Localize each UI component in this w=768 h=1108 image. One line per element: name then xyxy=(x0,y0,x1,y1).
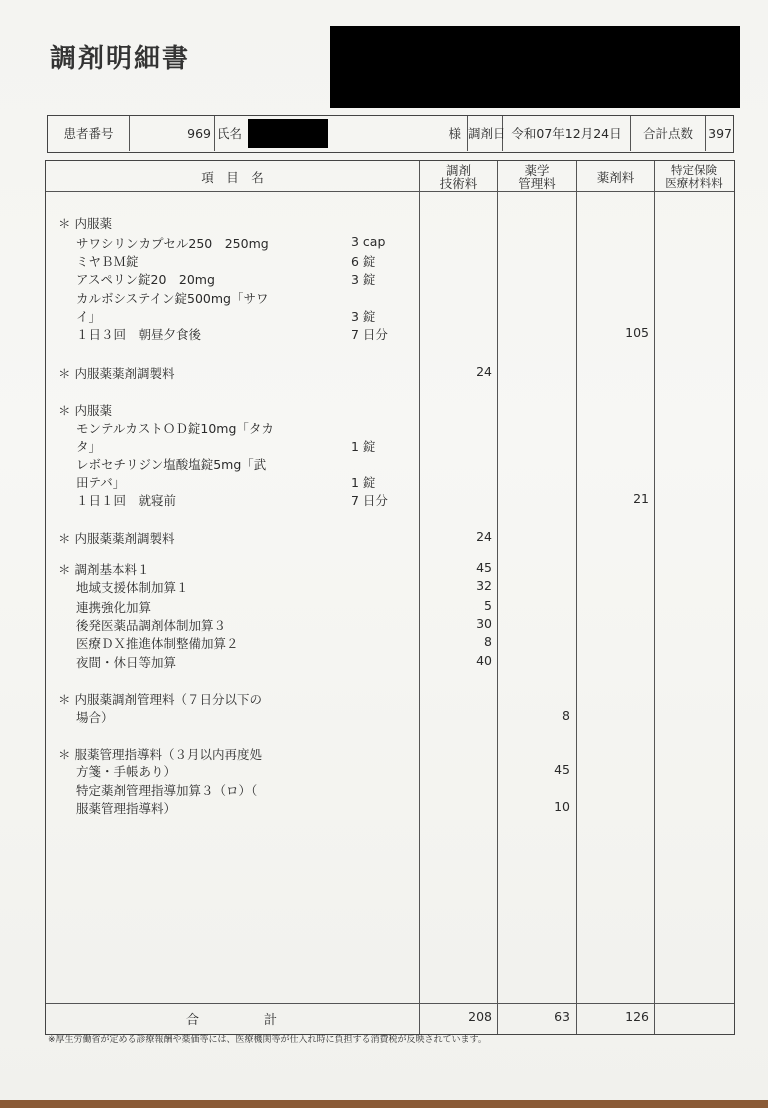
col-yakugaku: 薬学 管理料 xyxy=(518,163,556,191)
item-name: 服薬管理指導料） xyxy=(76,801,177,816)
amount-chozai: 24 xyxy=(476,529,492,544)
amount-yakuzai: 105 xyxy=(625,325,649,340)
item-name: アスペリン錠20 20mg xyxy=(76,272,215,287)
item-name: １日３回 朝昼夕食後 xyxy=(76,327,202,342)
amount-chozai: 45 xyxy=(476,560,492,575)
amount-chozai: 40 xyxy=(476,653,492,668)
item-quantity: 3 錠 xyxy=(351,272,376,287)
item-name: 田テバ」 xyxy=(76,475,126,490)
total-label: 合 計 xyxy=(186,1013,278,1028)
item-name: １日１回 就寝前 xyxy=(76,493,177,508)
item-name: ＊ 内服薬薬剤調製料 xyxy=(58,366,175,381)
total-points-label: 合計点数 xyxy=(631,116,706,151)
item-quantity: 1 錠 xyxy=(351,475,376,490)
total-yakugaku: 63 xyxy=(554,1009,570,1024)
item-quantity: 6 錠 xyxy=(351,254,376,269)
amount-yakugaku: 45 xyxy=(554,762,570,777)
amount-chozai: 8 xyxy=(484,634,492,649)
amount-chozai: 32 xyxy=(476,578,492,593)
item-quantity: 7 日分 xyxy=(351,493,388,508)
item-name: 特定薬剤管理指導加算３（ロ）（ xyxy=(76,783,258,798)
item-name: タ」 xyxy=(76,439,102,454)
item-name: 夜間・休日等加算 xyxy=(76,655,177,670)
document-title: 調剤明細書 xyxy=(50,44,191,74)
col-yakuzai: 薬剤料 xyxy=(596,170,635,185)
item-name: カルボシステイン錠500mg「サワ xyxy=(76,291,269,306)
total-points-value: 397 xyxy=(708,126,732,141)
col-item-name: 項 目 名 xyxy=(201,170,264,185)
patient-no-label: 患者番号 xyxy=(48,116,130,151)
patient-no-value: 969 xyxy=(130,116,215,151)
item-name: サワシリンカプセル250 250mg xyxy=(76,236,269,251)
item-name: ＊ 内服薬薬剤調製料 xyxy=(58,531,175,546)
item-name: ミヤＢＭ錠 xyxy=(76,254,139,269)
sama-label: 様 xyxy=(418,116,468,151)
item-name: 方箋・手帳あり） xyxy=(76,764,177,779)
name-label: 氏名 xyxy=(217,126,243,141)
item-name: ＊ 服薬管理指導料（３月以内再度処 xyxy=(58,747,262,762)
total-yakuzai: 126 xyxy=(625,1009,649,1024)
item-quantity: 1 錠 xyxy=(351,439,376,454)
item-name: レボセチリジン塩酸塩錠5mg「武 xyxy=(76,457,267,472)
item-quantity: 3 cap xyxy=(351,234,386,249)
item-name: 地域支援体制加算１ xyxy=(76,580,189,595)
amount-chozai: 30 xyxy=(476,616,492,631)
amount-yakuzai: 21 xyxy=(633,491,649,506)
item-name: ＊ 内服薬 xyxy=(58,403,112,418)
item-name: 医療ＤＸ推進体制整備加算２ xyxy=(76,636,239,651)
date-label: 調剤日 xyxy=(468,116,503,151)
item-name: ＊ 内服薬 xyxy=(58,216,112,231)
desk-surface xyxy=(0,1100,768,1108)
date-value: 令和07年12月24日 xyxy=(503,116,631,151)
amount-yakugaku: 8 xyxy=(562,708,570,723)
total-chozai: 208 xyxy=(468,1009,492,1024)
footnote: ※厚生労働省が定める診療報酬や薬価等には、医療機関等が仕入れ時に負担する消費税が反映されています。 xyxy=(48,1035,487,1045)
amount-chozai: 5 xyxy=(484,598,492,613)
col-chozai: 調剤 技術料 xyxy=(439,163,478,191)
amount-yakugaku: 10 xyxy=(554,799,570,814)
item-name: イ」 xyxy=(76,309,102,324)
item-name: 後発医薬品調剤体制加算３ xyxy=(76,618,227,633)
item-quantity: 7 日分 xyxy=(351,327,388,342)
item-name: 連携強化加算 xyxy=(76,600,152,615)
col-tokutei: 特定保険 医療材料料 xyxy=(665,163,723,190)
item-name: モンテルカストＯＤ錠10mg「タカ xyxy=(76,421,274,436)
amount-chozai: 24 xyxy=(476,364,492,379)
patient-header xyxy=(47,115,734,153)
detail-table xyxy=(45,160,735,1035)
redaction-block xyxy=(330,26,740,108)
item-name: 場合） xyxy=(76,710,114,725)
item-name: ＊ 調剤基本料１ xyxy=(58,562,150,577)
name-redaction xyxy=(248,119,328,148)
item-name: ＊ 内服薬調剤管理料（７日分以下の xyxy=(58,692,262,707)
item-quantity: 3 錠 xyxy=(351,309,376,324)
